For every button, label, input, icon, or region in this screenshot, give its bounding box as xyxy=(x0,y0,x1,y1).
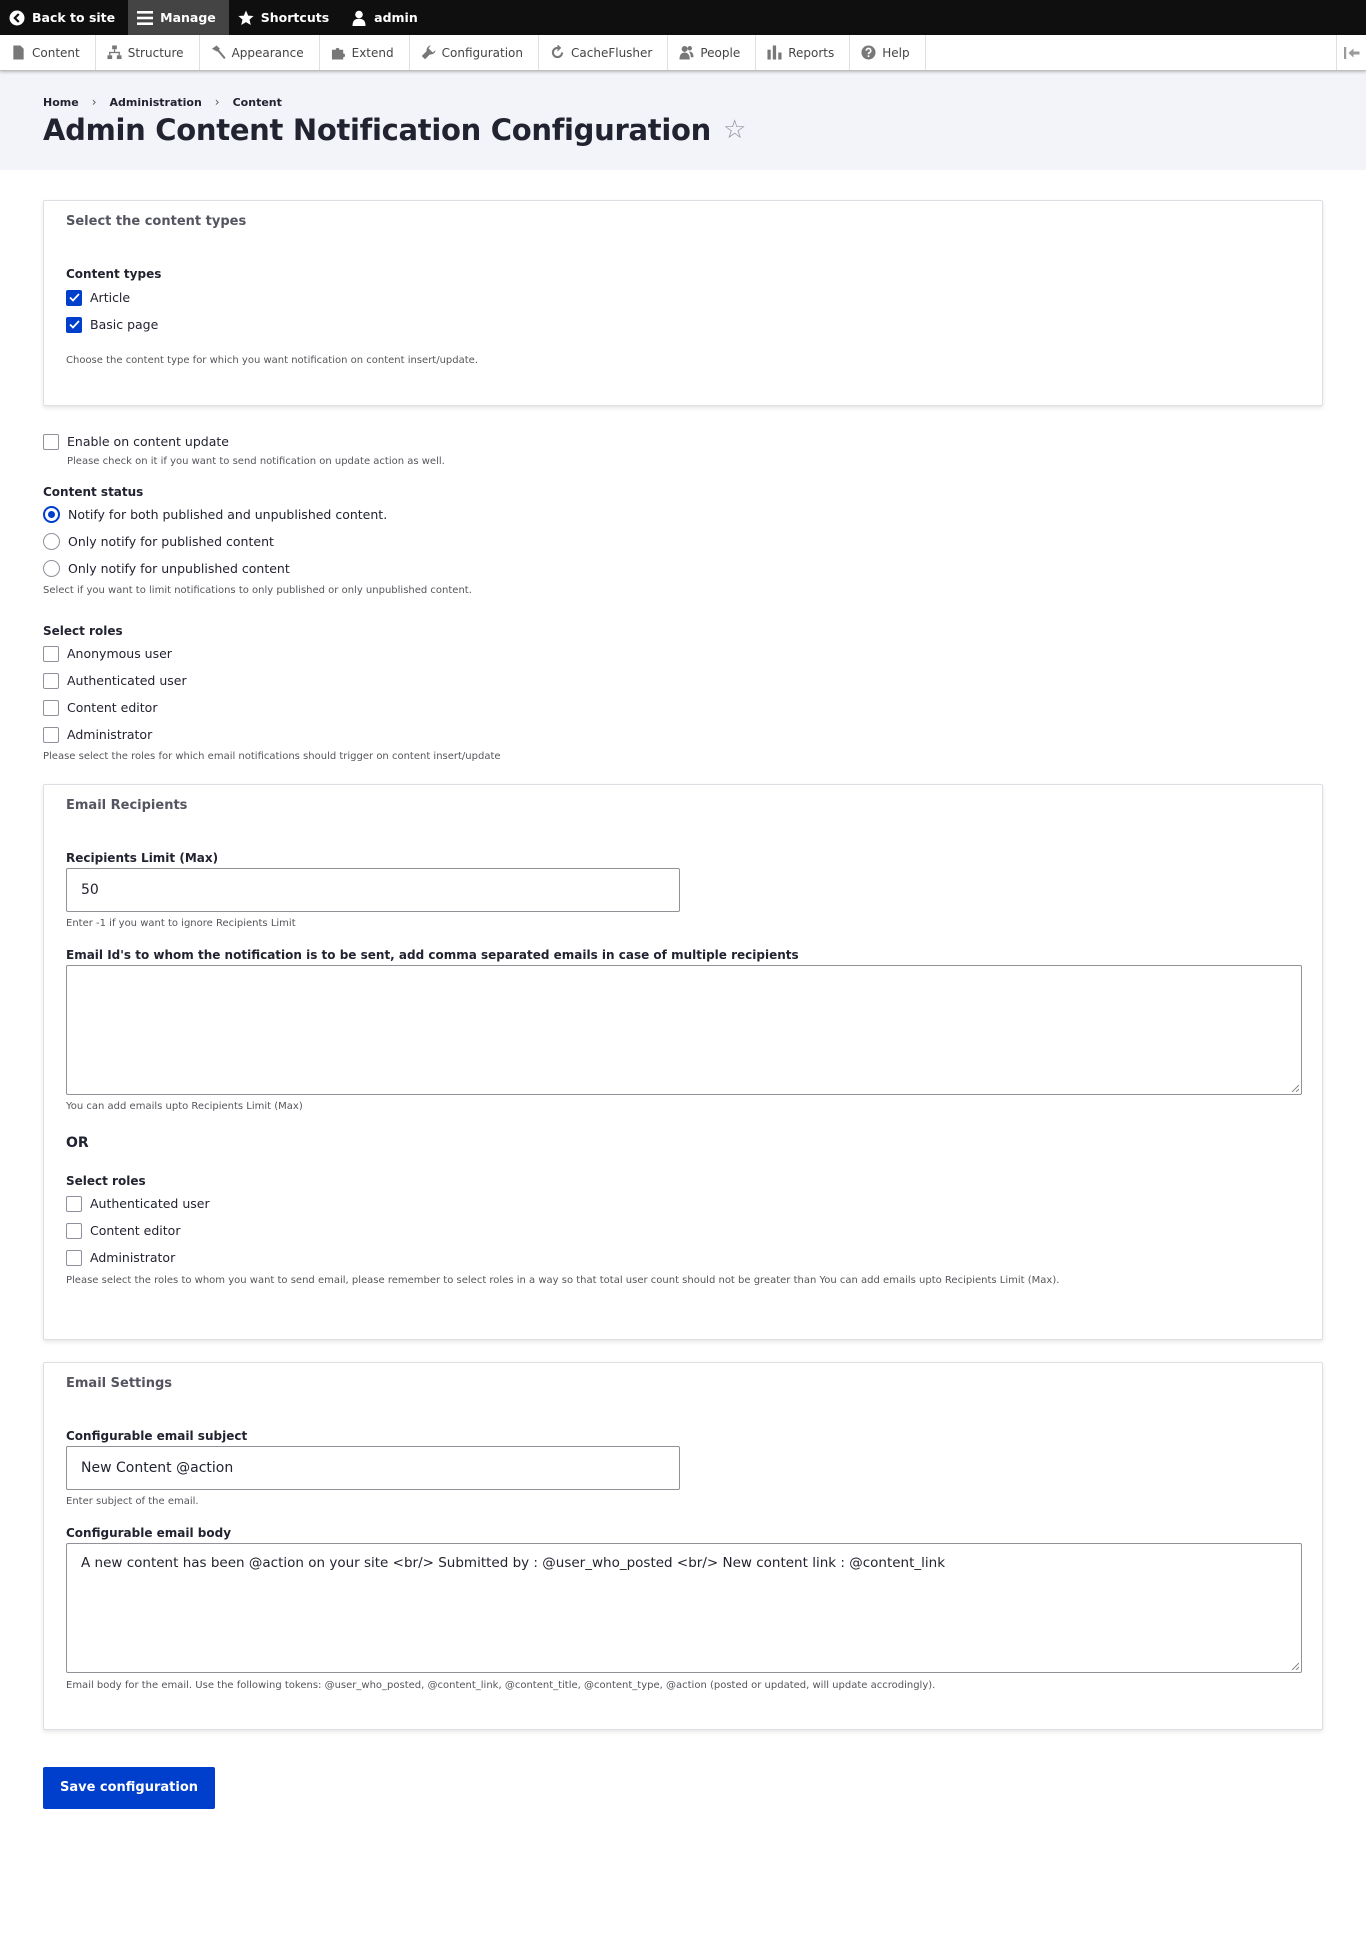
article-label: Article xyxy=(90,290,131,305)
collapse-left-icon xyxy=(1344,47,1360,59)
status-unpublished-label: Only notify for unpublished content xyxy=(68,561,290,576)
role-content-editor[interactable] xyxy=(43,694,1323,721)
content-status-label: Content status xyxy=(43,485,144,499)
tray-item-label: Appearance xyxy=(231,45,304,60)
email-subject-label: Configurable email subject xyxy=(66,1429,248,1443)
basic-page-label: Basic page xyxy=(90,317,159,332)
manage-label: Manage xyxy=(160,10,216,25)
page-title: Admin Content Notification Configuration xyxy=(43,113,711,147)
or-divider: OR xyxy=(66,1135,89,1151)
admin-tray xyxy=(0,35,1366,71)
back-to-site-label: Back to site xyxy=(32,10,116,25)
status-published-radio[interactable] xyxy=(43,533,60,550)
email-body-textarea[interactable] xyxy=(66,1543,1302,1673)
sitemap-icon xyxy=(107,45,122,60)
favorite-star-icon[interactable]: ☆ xyxy=(722,115,747,145)
recipient-role-content-editor[interactable] xyxy=(66,1217,1300,1244)
help-icon xyxy=(861,45,876,60)
authenticated-label: Authenticated user xyxy=(67,673,187,688)
recipient-roles-label: Select roles xyxy=(66,1174,146,1188)
recipient-role-administrator[interactable] xyxy=(66,1244,1300,1271)
tray-item-label: Reports xyxy=(788,45,835,60)
tray-item-extend[interactable] xyxy=(320,35,410,70)
tray-item-label: Help xyxy=(882,45,910,60)
status-unpublished-radio[interactable] xyxy=(43,560,60,577)
status-option-both[interactable] xyxy=(43,501,1323,528)
email-subject-description: Enter subject of the email. xyxy=(66,1496,199,1507)
breadcrumb-separator: › xyxy=(214,95,220,109)
recipient-content-editor-label: Content editor xyxy=(90,1223,181,1238)
anonymous-label: Anonymous user xyxy=(67,646,172,661)
breadcrumb xyxy=(43,95,1323,109)
tray-item-label: Extend xyxy=(351,45,394,60)
refresh-icon xyxy=(550,45,565,60)
email-settings-fieldset xyxy=(43,1362,1323,1730)
content-editor-checkbox[interactable] xyxy=(43,700,59,716)
tray-item-label: Configuration xyxy=(441,45,524,60)
checkmark-icon xyxy=(69,320,80,329)
tray-item-configuration[interactable] xyxy=(410,35,539,70)
administrator-label: Administrator xyxy=(67,727,153,742)
email-settings-legend: Email Settings xyxy=(66,1376,172,1391)
content-types-fieldset xyxy=(43,200,1323,406)
tray-item-structure[interactable] xyxy=(96,35,200,70)
recipient-role-authenticated[interactable] xyxy=(66,1190,1300,1217)
administrator-checkbox[interactable] xyxy=(43,727,59,743)
puzzle-icon xyxy=(331,45,346,60)
recipient-authenticated-label: Authenticated user xyxy=(90,1196,210,1211)
article-checkbox[interactable] xyxy=(66,290,82,306)
role-authenticated[interactable] xyxy=(43,667,1323,694)
file-icon xyxy=(11,45,26,60)
back-to-site-link[interactable] xyxy=(0,0,128,35)
tray-item-appearance[interactable] xyxy=(200,35,320,70)
manage-tab[interactable] xyxy=(128,0,229,35)
tray-item-label: CacheFlusher xyxy=(571,45,653,60)
back-arrow-icon xyxy=(9,10,25,26)
recipients-limit-input[interactable]: 50 xyxy=(66,868,680,912)
content-type-basic-page[interactable] xyxy=(66,311,1300,338)
page-header xyxy=(0,71,1366,170)
recipient-administrator-label: Administrator xyxy=(90,1250,176,1265)
content-types-label: Content types xyxy=(66,267,162,281)
shortcuts-tab[interactable] xyxy=(229,0,342,35)
email-body-label: Configurable email body xyxy=(66,1526,232,1540)
people-icon xyxy=(679,45,694,60)
save-configuration-button[interactable]: Save configuration xyxy=(43,1767,215,1809)
status-both-radio[interactable] xyxy=(43,506,60,523)
breadcrumb-home[interactable]: Home xyxy=(43,95,79,109)
tray-item-content[interactable] xyxy=(0,35,96,70)
breadcrumb-separator: › xyxy=(91,95,97,109)
star-icon xyxy=(238,10,254,26)
select-roles-label: Select roles xyxy=(43,624,123,638)
recipient-authenticated-checkbox[interactable] xyxy=(66,1196,82,1212)
role-anonymous[interactable] xyxy=(43,640,1323,667)
resize-handle-icon[interactable] xyxy=(1291,1084,1299,1092)
user-icon xyxy=(351,10,367,26)
enable-update-option[interactable] xyxy=(43,428,1323,455)
tray-item-people[interactable] xyxy=(668,35,756,70)
shortcuts-label: Shortcuts xyxy=(260,10,330,25)
content-type-article[interactable] xyxy=(66,284,1300,311)
email-ids-label: Email Id's to whom the notification is to be sent, add comma separated emails in case of multiple recipients xyxy=(66,948,799,962)
email-ids-description: You can add emails upto Recipients Limit (Max) xyxy=(66,1101,303,1112)
recipient-roles-description: Please select the roles to whom you want to send email, please remember to select roles in a way so that total user count should not be greater than You can add emails upto Recipients Limit (Max). xyxy=(66,1275,1060,1286)
content-types-legend: Select the content types xyxy=(66,214,247,229)
hamburger-icon xyxy=(137,10,153,26)
recipients-limit-label: Recipients Limit (Max) xyxy=(66,851,219,865)
content-editor-label: Content editor xyxy=(67,700,158,715)
wrench-icon xyxy=(421,45,436,60)
enable-update-description: Please check on it if you want to send notification on update action as well. xyxy=(67,456,445,467)
tray-item-cacheflusher[interactable] xyxy=(539,35,668,70)
enable-update-checkbox[interactable] xyxy=(43,434,59,450)
checkmark-icon xyxy=(69,293,80,302)
anonymous-checkbox[interactable] xyxy=(43,646,59,662)
tray-item-reports[interactable] xyxy=(756,35,850,70)
status-option-published[interactable] xyxy=(43,528,1323,555)
paintbrush-icon xyxy=(211,45,226,60)
recipients-limit-description: Enter -1 if you want to ignore Recipients Limit xyxy=(66,918,296,929)
enable-update-label: Enable on content update xyxy=(67,434,229,449)
email-body-description: Email body for the email. Use the following tokens: @user_who_posted, @content_link, @content_title, @content_type, @action (posted or updated, will update accrodingly). xyxy=(66,1680,936,1691)
tray-item-label: Structure xyxy=(127,45,184,60)
role-administrator[interactable] xyxy=(43,721,1323,748)
recipient-content-editor-checkbox[interactable] xyxy=(66,1223,82,1239)
config-form xyxy=(0,170,1366,1809)
tray-item-label: Content xyxy=(32,45,80,60)
content-status-description: Select if you want to limit notifications to only published or only unpublished content. xyxy=(43,585,472,596)
resize-handle-icon[interactable] xyxy=(1291,1662,1299,1670)
tray-orientation-toggle[interactable] xyxy=(1336,35,1366,70)
bar-chart-icon xyxy=(767,45,782,60)
authenticated-checkbox[interactable] xyxy=(43,673,59,689)
email-recipients-fieldset xyxy=(43,784,1323,1340)
user-tab[interactable] xyxy=(342,0,431,35)
tray-item-help[interactable] xyxy=(850,35,925,70)
status-published-label: Only notify for published content xyxy=(68,534,274,549)
admin-toolbar xyxy=(0,0,1366,35)
status-both-label: Notify for both published and unpublished content. xyxy=(68,507,388,522)
status-option-unpublished[interactable] xyxy=(43,555,1323,582)
user-label: admin xyxy=(374,10,418,25)
email-ids-textarea[interactable] xyxy=(66,965,1302,1095)
breadcrumb-content[interactable]: Content xyxy=(232,95,282,109)
email-subject-input[interactable]: New Content @action xyxy=(66,1446,680,1490)
content-types-description: Choose the content type for which you want notification on content insert/update. xyxy=(66,355,479,366)
tray-item-label: People xyxy=(700,45,741,60)
recipient-administrator-checkbox[interactable] xyxy=(66,1250,82,1266)
email-recipients-legend: Email Recipients xyxy=(66,798,188,813)
email-body-value: A new content has been @action on your site <br/> Submitted by : @user_who_posted <br/> New content link : @content_link xyxy=(81,1555,946,1571)
select-roles-description: Please select the roles for which email notifications should trigger on content insert/update xyxy=(43,751,501,762)
basic-page-checkbox[interactable] xyxy=(66,317,82,333)
breadcrumb-administration[interactable]: Administration xyxy=(109,95,202,109)
